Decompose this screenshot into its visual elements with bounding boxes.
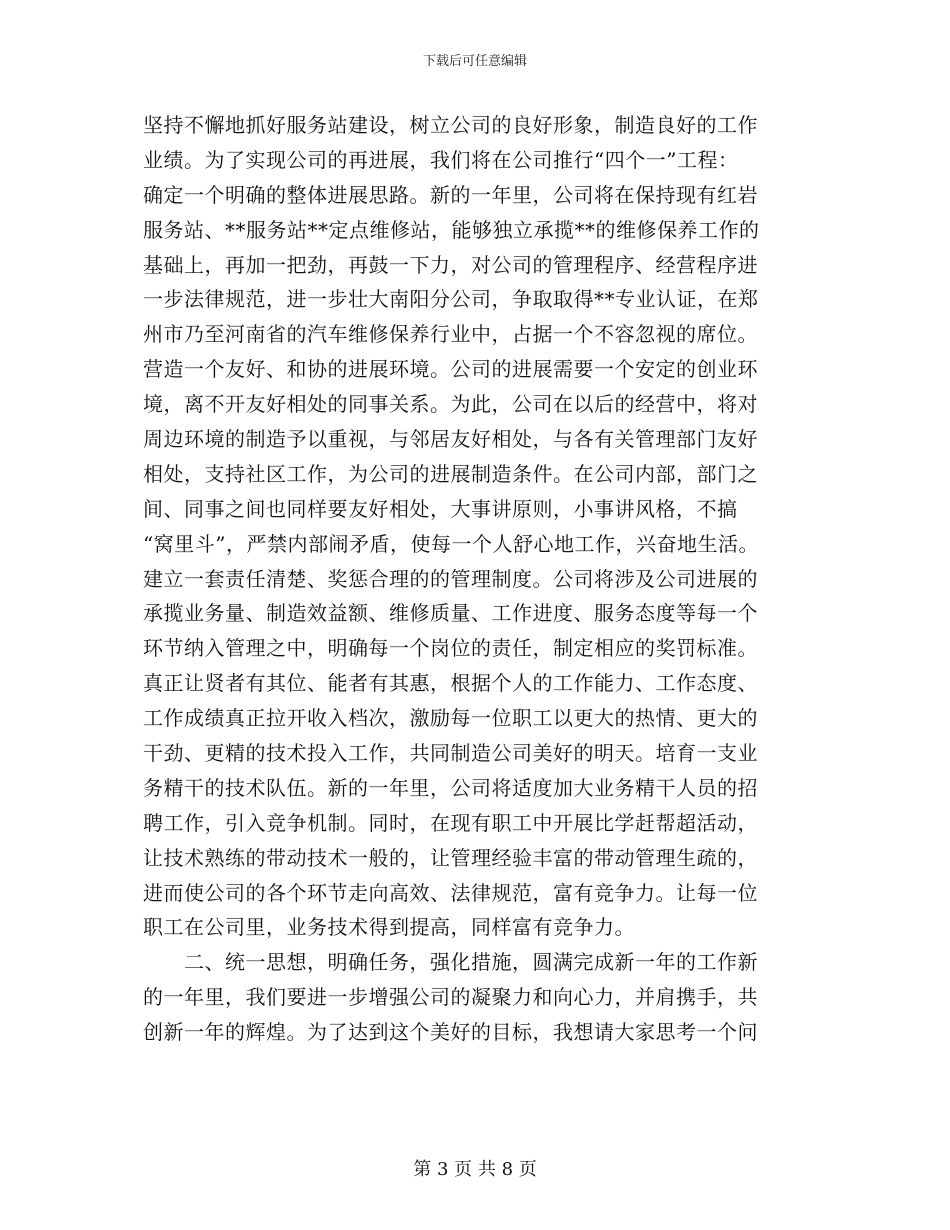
- body-text-line: 基础上，再加一把劲，再鼓一下力，对公司的管理程序、经营程序进: [143, 252, 758, 277]
- body-text-line: 聘工作，引入竞争机制。同时，在现有职工中开展比学赶帮超活动，: [143, 810, 758, 835]
- body-text-line: 职工在公司里，业务技术得到提高，同样富有竞争力。: [143, 915, 635, 940]
- body-text-line: 一步法律规范，进一步壮大南阳分公司，争取取得**专业认证，在郑: [143, 287, 759, 312]
- body-text-line: 服务站、**服务站**定点维修站，能够独立承揽**的维修保养工作的: [143, 217, 760, 242]
- body-text-line: 境，离不开友好相处的同事关系。为此，公司在以后的经营中，将对: [143, 392, 758, 417]
- document-body: [143, 108, 803, 1050]
- body-text-line: 的一年里，我们要进一步增强公司的凝聚力和向心力，并肩携手，共: [143, 985, 758, 1010]
- page-header: 下载后可任意编辑: [422, 54, 527, 69]
- body-text-line: 二、统一思想，明确任务，强化措施，圆满完成新一年的工作新: [143, 950, 758, 975]
- body-text-line: 务精干的技术队伍。新的一年里，公司将适度加大业务精干人员的招: [143, 775, 758, 800]
- body-text-line: 业绩。为了实现公司的再进展，我们将在公司推行“四个一”工程：: [143, 147, 739, 172]
- body-text-line: 真正让贤者有其位、能者有其惠，根据个人的工作能力、工作态度、: [143, 671, 758, 696]
- body-text-line: “窝里斗”，严禁内部闹矛盾，使每一个人舒心地工作，兴奋地生活。: [143, 531, 759, 556]
- body-text-line: 环节纳入管理之中，明确每一个岗位的责任，制定相应的奖罚标准。: [143, 636, 758, 661]
- page-number: 第 3 页 共 8 页: [413, 1159, 537, 1180]
- body-text-line: 周边环境的制造予以重视，与邻居友好相处，与各有关管理部门友好: [143, 427, 758, 452]
- body-text-line: 确定一个明确的整体进展思路。新的一年里，公司将在保持现有红岩: [143, 182, 758, 207]
- body-text-line: 州市乃至河南省的汽车维修保养行业中，占据一个不容忽视的席位。: [143, 322, 758, 347]
- body-text-line: 让技术熟练的带动技术一般的，让管理经验丰富的带动管理生疏的，: [143, 845, 758, 870]
- body-text-line: 承揽业务量、制造效益额、维修质量、工作进度、服务态度等每一个: [143, 601, 758, 626]
- body-text-line: 营造一个友好、和协的进展环境。公司的进展需要一个安定的创业环: [143, 357, 758, 382]
- body-text-line: 相处，支持社区工作，为公司的进展制造条件。在公司内部，部门之: [143, 461, 758, 486]
- body-text-line: 创新一年的辉煌。为了达到这个美好的目标，我想请大家思考一个问: [143, 1020, 758, 1045]
- body-text-line: 间、同事之间也同样要友好相处，大事讲原则，小事讲风格，不搞: [143, 496, 738, 521]
- body-text-line: 进而使公司的各个环节走向高效、法律规范，富有竞争力。让每一位: [143, 880, 758, 905]
- body-text-line: 坚持不懈地抓好服务站建设，树立公司的良好形象，制造良好的工作: [143, 113, 758, 137]
- body-text-line: 建立一套责任清楚、奖惩合理的的管理制度。公司将涉及公司进展的: [143, 566, 758, 591]
- body-text-line: 干劲、更精的技术投入工作，共同制造公司美好的明天。培育一支业: [143, 741, 758, 766]
- body-text-line: 工作成绩真正拉开收入档次，激励每一位职工以更大的热情、更大的: [143, 706, 758, 731]
